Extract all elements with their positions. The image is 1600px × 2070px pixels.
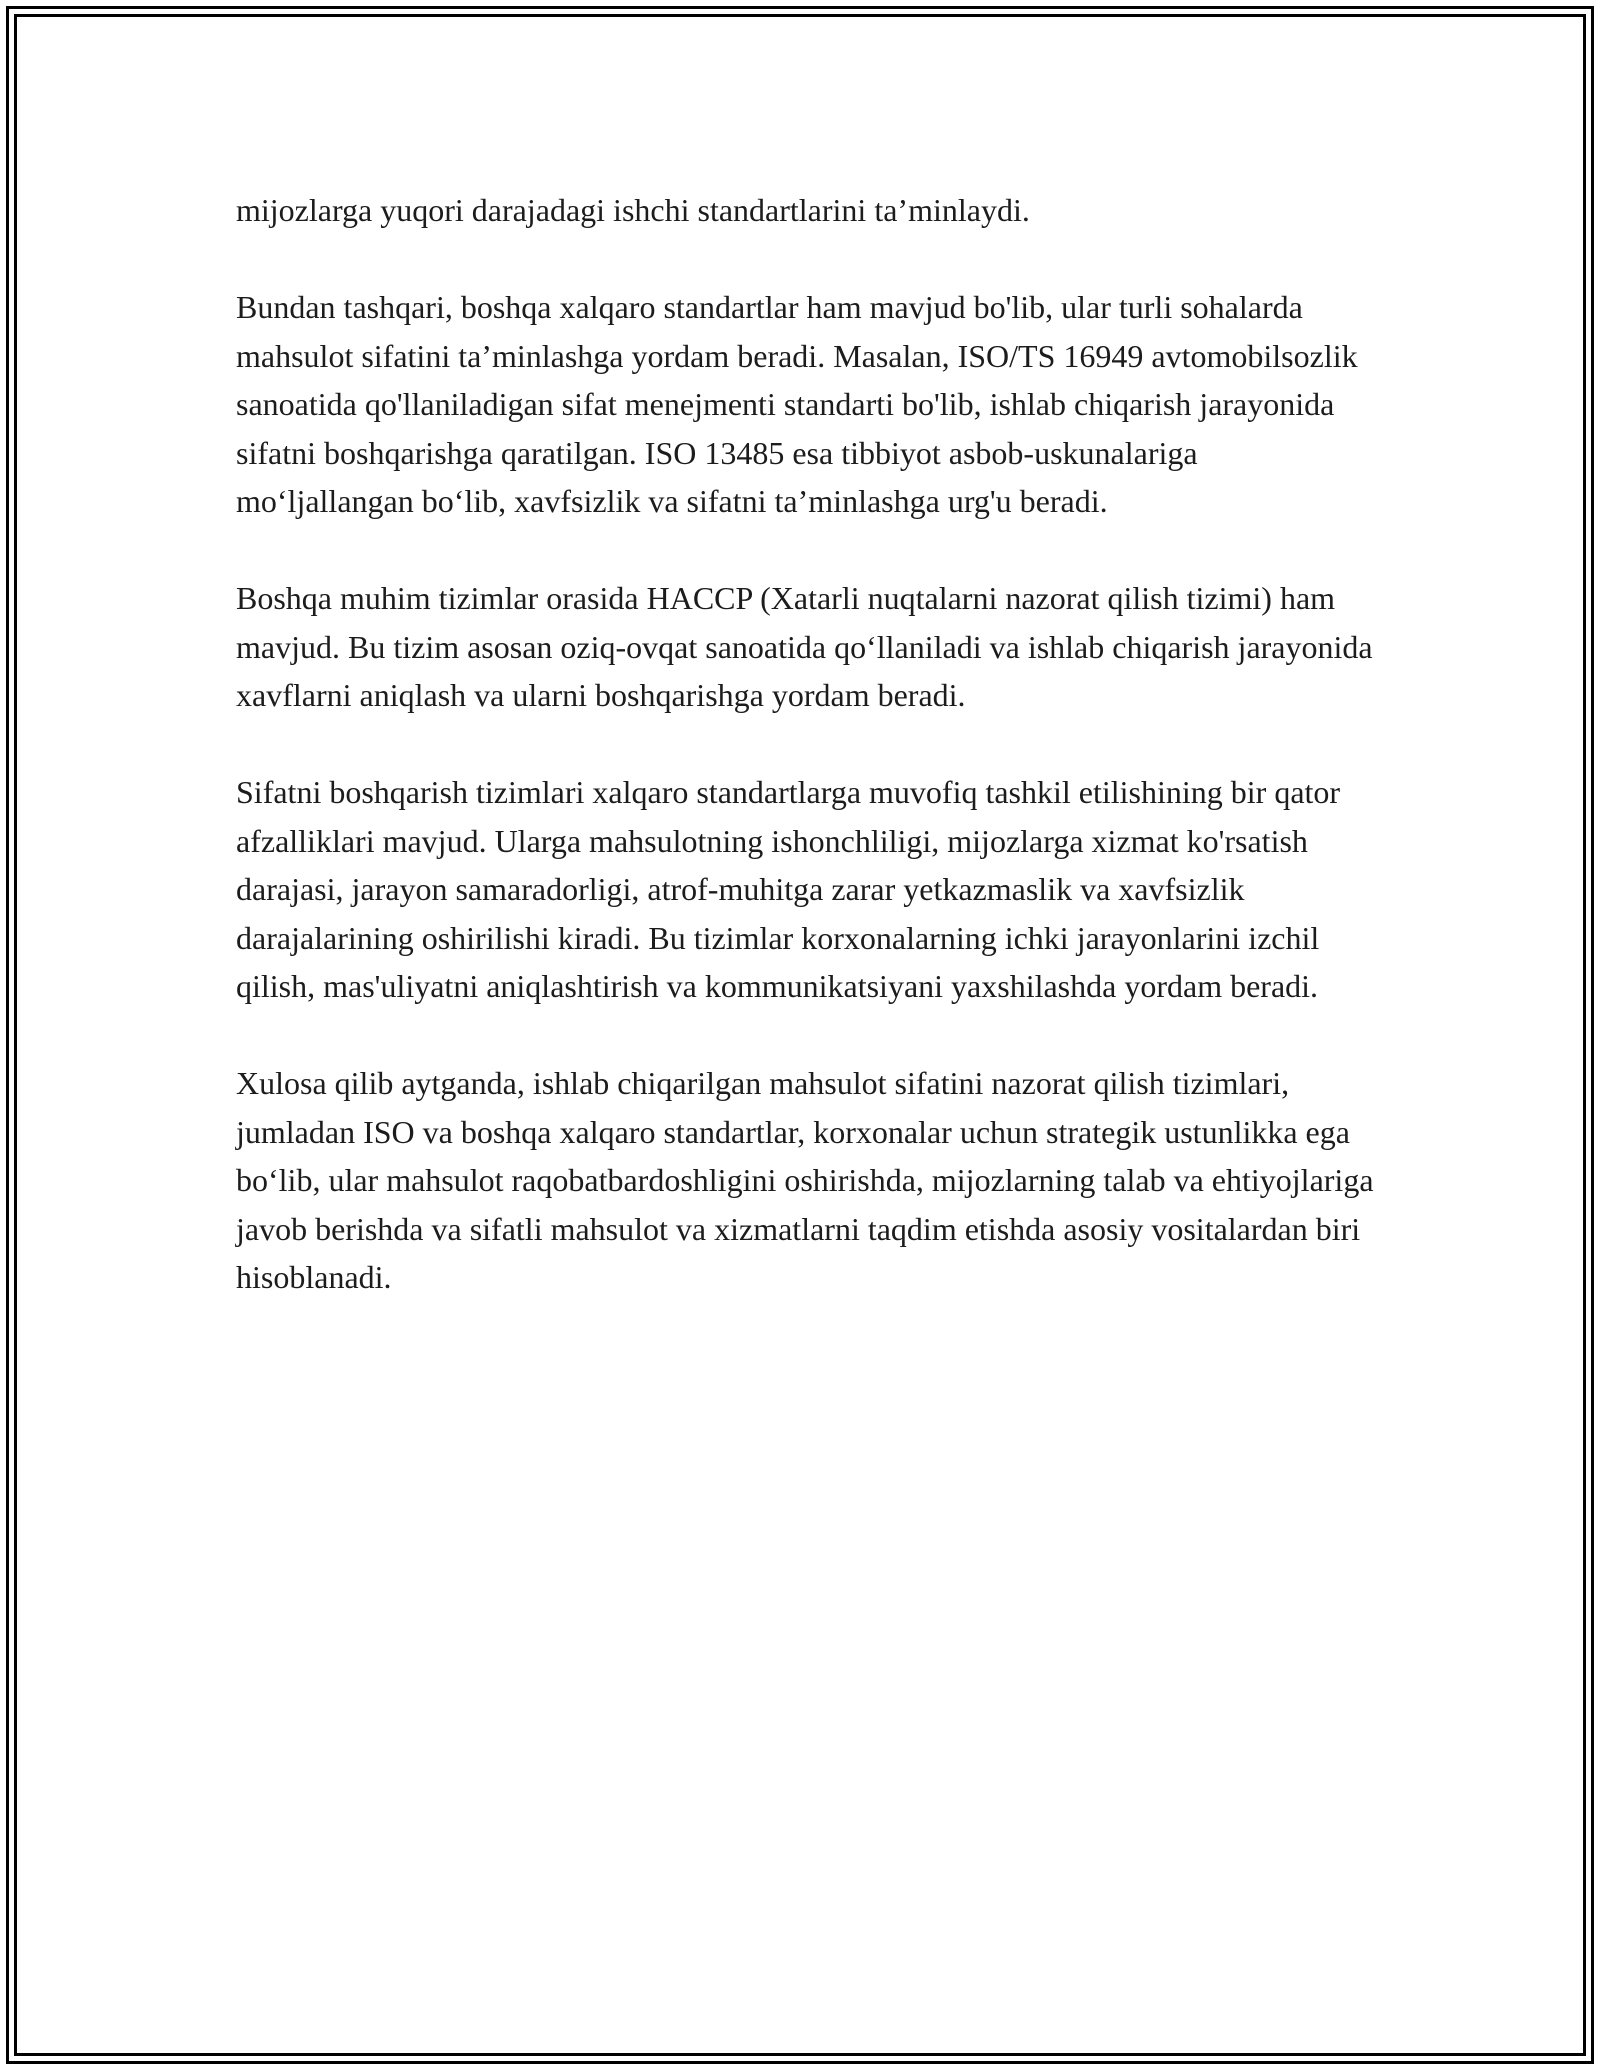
document-body [236, 186, 1376, 1350]
paragraph-continuation: mijozlarga yuqori darajadagi ishchi standartlarini ta’minlaydi. [236, 192, 1030, 228]
paragraph-other-standards: Bundan tashqari, boshqa xalqaro standartlar ham mavjud bo'lib, ular turli sohalarda mahsulot sifatini ta’minlashga yordam beradi. Masalan, ISO/TS 16949 avtomobilsozlik sanoatida qo'llaniladigan sifat menejmenti standarti bo'lib, ishlab chiqarish jarayonida sifatni boshqarishga qaratilgan. ISO 13485 esa tibbiyot asbob-uskunalariga mo‘ljallangan bo‘lib, xavfsizlik va sifatni ta’minlashga urg'u beradi. [236, 289, 1358, 519]
paragraph-haccp: Boshqa muhim tizimlar orasida HACCP (Xatarli nuqtalarni nazorat qilish tizimi) ham mavjud. Bu tizim asosan oziq-ovqat sanoatida qo‘llaniladi va ishlab chiqarish jarayonida xavflarni aniqlash va ularni boshqarishga yordam beradi. [236, 580, 1373, 713]
paragraph-conclusion: Xulosa qilib aytganda, ishlab chiqarilgan mahsulot sifatini nazorat qilish tizimlari, jumladan ISO va boshqa xalqaro standartlar, korxonalar uchun strategik ustunlikka ega bo‘lib, ular mahsulot raqobatbardoshligini oshirishda, mijozlarning talab va ehtiyojlariga javob berishda va sifatli mahsulot va xizmatlarni taqdim etishda asosiy vositalardan biri hisoblanadi. [236, 1065, 1374, 1295]
paragraph-advantages: Sifatni boshqarish tizimlari xalqaro standartlarga muvofiq tashkil etilishining bir qator afzalliklari mavjud. Ularga mahsulotning ishonchliligi, mijozlarga xizmat ko'rsatish darajasi, jarayon samaradorligi, atrof-muhitga zarar yetkazmaslik va xavfsizlik darajalarining oshirilishi kiradi. Bu tizimlar korxonalarning ichki jarayonlarini izchil qilish, mas'uliyatni aniqlashtirish va kommunikatsiyani yaxshilashda yordam beradi. [236, 774, 1341, 1004]
